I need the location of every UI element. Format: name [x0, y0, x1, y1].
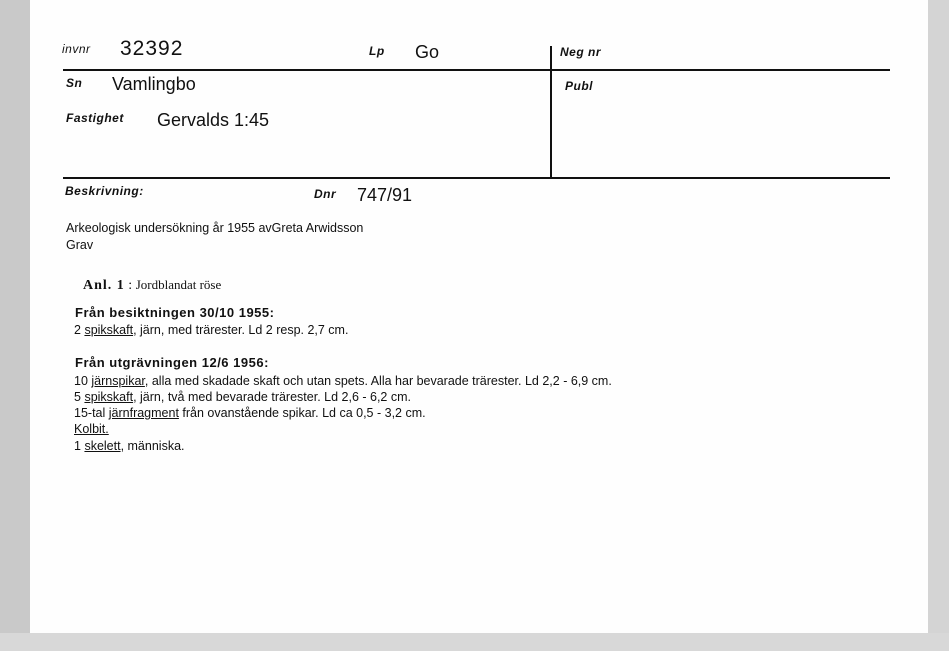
lp-label: Lp: [369, 44, 385, 58]
sn-label: Sn: [66, 76, 83, 90]
utgravning-heading: Från utgrävningen 12/6 1956:: [75, 355, 269, 370]
dnr-value: 747/91: [357, 185, 413, 205]
anl-line: [83, 277, 221, 294]
item-name: spikskaft: [84, 323, 134, 337]
find-item: [74, 390, 411, 404]
item-detail: , alla med skadade skaft och utan spets. Alla har bevarade trärester. Ld 2,2 - 6,9 cm.: [144, 374, 612, 388]
item-name: Kolbit.: [74, 422, 109, 436]
item-count: 1: [74, 439, 85, 453]
item-count: 5: [74, 390, 85, 404]
description-line-2: Grav: [66, 238, 94, 252]
negnr-label: Neg nr: [560, 45, 602, 59]
invnr-value: 32392: [120, 37, 184, 60]
section-divider: [63, 177, 890, 179]
anl-separator: :: [124, 278, 136, 293]
header-divider: [63, 69, 890, 71]
item-name: spikskaft: [84, 390, 134, 404]
item-name: järnspikar: [91, 374, 145, 388]
fastighet-label: Fastighet: [66, 111, 124, 125]
find-item: [74, 422, 109, 436]
description-line-1: Arkeologisk undersökning år 1955 avGreta Arwidsson: [66, 221, 364, 235]
beskrivning-label: Beskrivning:: [65, 184, 144, 198]
besiktning-item: [74, 323, 348, 337]
anl-value: Jordblandat röse: [135, 277, 222, 292]
column-divider: [550, 46, 552, 179]
besiktning-heading: Från besiktningen 30/10 1955:: [75, 305, 275, 320]
item-name: skelett: [84, 439, 121, 453]
item-detail: , järn, med trärester. Ld 2 resp. 2,7 cm.: [133, 323, 349, 337]
item-count: 15-tal: [74, 406, 109, 420]
dnr-label: Dnr: [314, 187, 337, 201]
item-detail: från ovanstående spikar. Ld ca 0,5 - 3,2 cm.: [178, 406, 426, 420]
anl-label: Anl. 1: [83, 278, 125, 293]
scan-edge-right: [928, 0, 949, 651]
publ-label: Publ: [565, 79, 593, 93]
find-item: [74, 439, 185, 453]
lp-value: Go: [415, 42, 440, 62]
sn-value: Vamlingbo: [112, 74, 196, 94]
fastighet-value: Gervalds 1:45: [157, 110, 270, 130]
item-name: järnfragment: [108, 406, 179, 420]
scan-edge-bottom: [0, 633, 949, 651]
item-count: 2: [74, 323, 85, 337]
item-detail: , människa.: [120, 439, 185, 453]
find-item: [74, 406, 426, 420]
item-count: 10: [74, 374, 92, 388]
find-item: [74, 374, 612, 388]
invnr-label: invnr: [62, 42, 91, 56]
item-detail: , järn, två med bevarade trärester. Ld 2,6 - 6,2 cm.: [133, 390, 411, 404]
